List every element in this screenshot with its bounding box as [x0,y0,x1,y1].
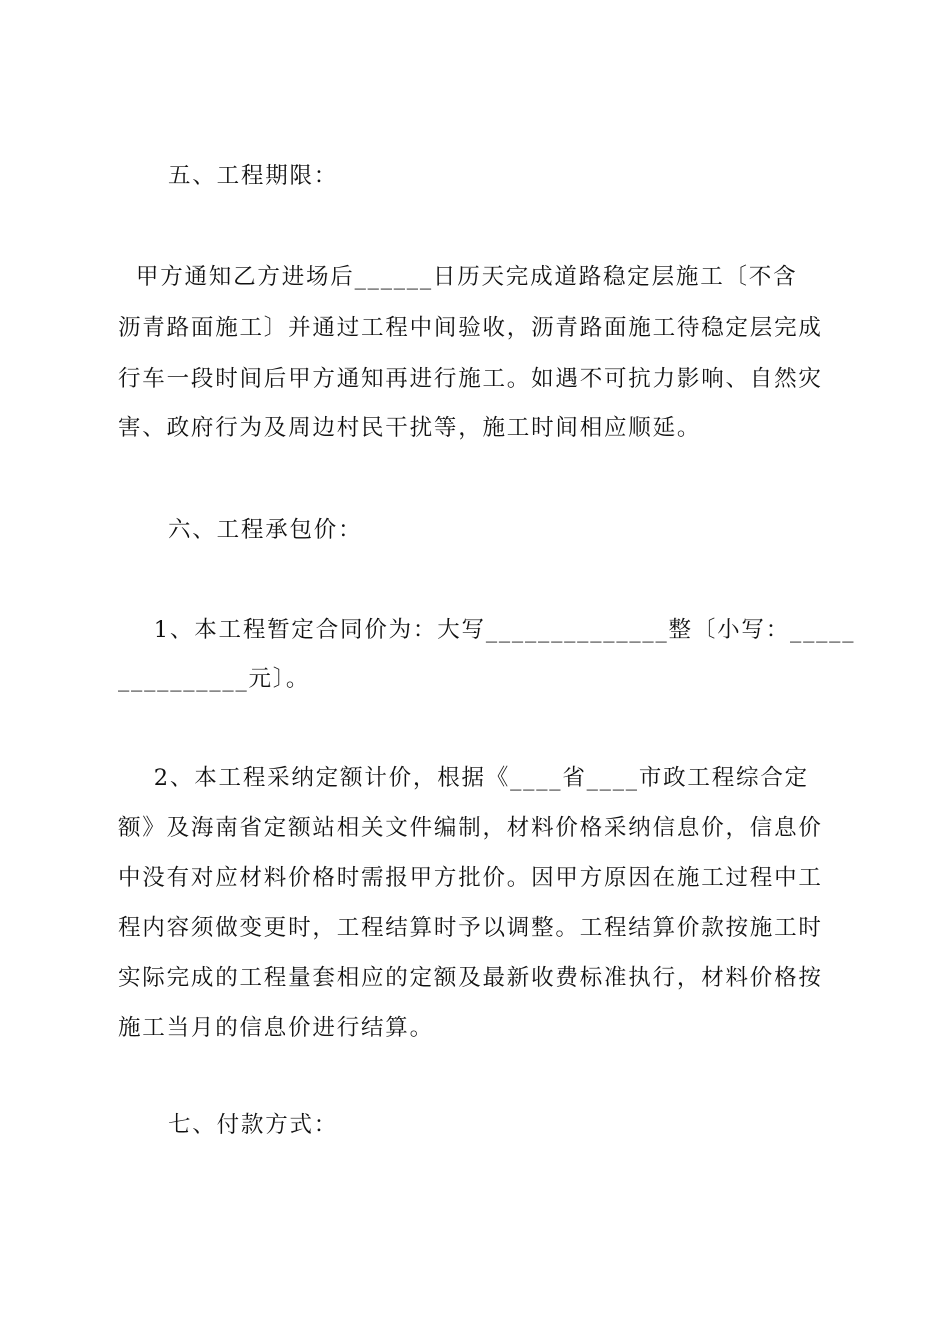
paragraph-line: 甲方通知乙方进场后______日历天完成道路稳定层施工〔不含 [118,264,798,290]
paragraph-line: 2、本工程采纳定额计价，根据《____省____市政工程综合定 [118,765,809,791]
paragraph-line: 实际完成的工程量套相应的定额及最新收费标准执行，材料价格按 [118,965,823,991]
paragraph-line: 行车一段时间后甲方通知再进行施工。如遇不可抗力影响、自然灾 [118,366,823,392]
section-heading-duration: 五、工程期限： [168,163,339,189]
paragraph-line: 害、政府行为及周边村民干扰等，施工时间相应顺延。 [118,415,702,441]
paragraph-line: 程内容须做变更时，工程结算时予以调整。工程结算价款按施工时 [118,915,823,941]
paragraph-line: __________元〕。 [118,666,311,692]
paragraph-line: 施工当月的信息价进行结算。 [118,1015,434,1041]
paragraph-line: 中没有对应材料价格时需报甲方批价。因甲方原因在施工过程中工 [118,865,823,891]
section-heading-payment: 七、付款方式： [168,1112,339,1138]
section-heading-contract-price: 六、工程承包价： [168,517,363,543]
paragraph-line: 沥青路面施工〕并通过工程中间验收，沥青路面施工待稳定层完成 [118,315,823,341]
paragraph-line: 1、本工程暂定合同价为：大写______________整〔小写：_____ [118,617,856,643]
paragraph-line: 额》及海南省定额站相关文件编制，材料价格采纳信息价，信息价 [118,815,823,841]
